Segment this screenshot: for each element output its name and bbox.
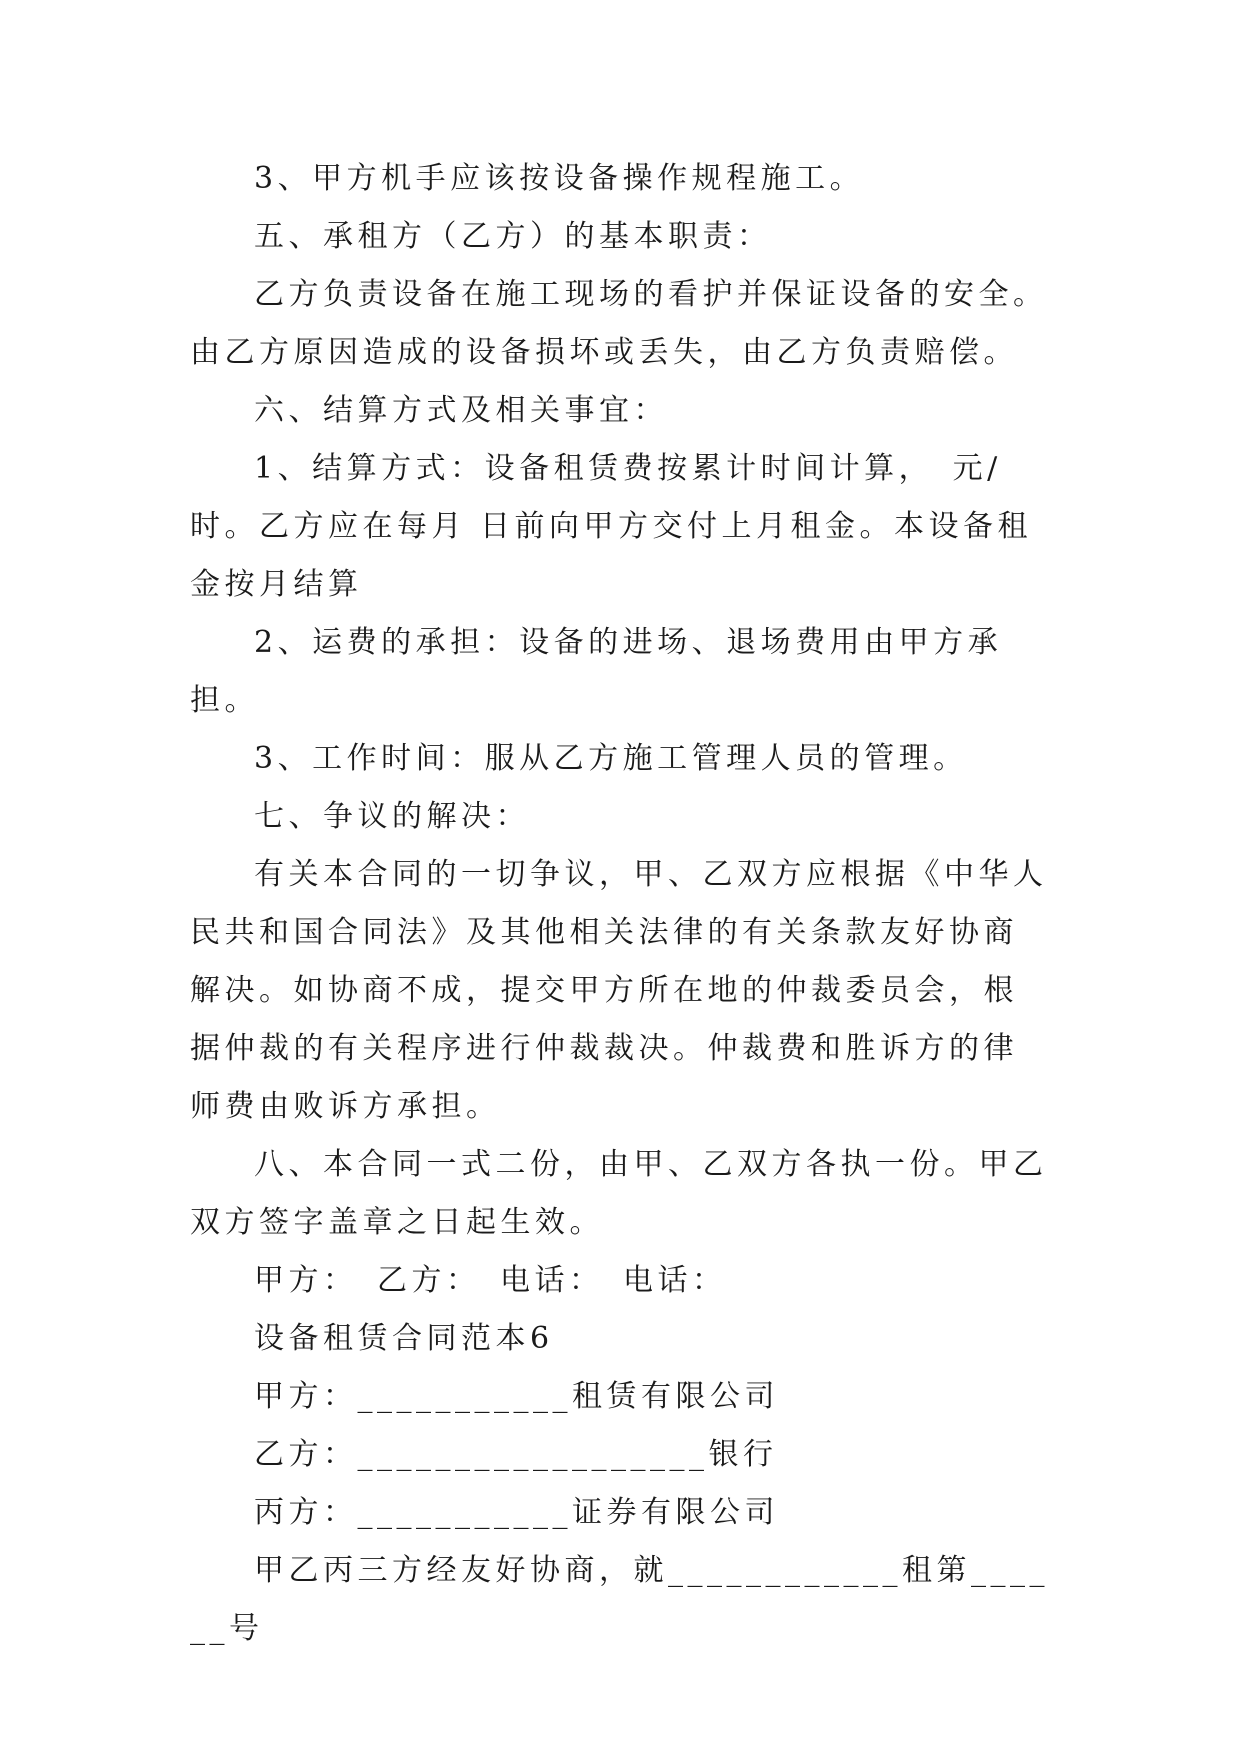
section-title: 设备租赁合同范本6 (254, 1321, 554, 1356)
paragraph-lessee-responsibility: 乙方负责设备在施工现场的看护并保证设备的安全。由乙方原因造成的设备损坏或丢失，由乙方负责赔偿。 (190, 277, 1048, 370)
paragraph-dispute-resolution: 有关本合同的一切争议，甲、乙双方应根据《中华人民共和国合同法》及其他相关法律的有关条款友好协商解决。如协商不成，提交甲方所在地的仲裁委员会，根据仲裁的有关程序进行仲裁裁决。仲裁费和胜诉方的律师费由败诉方承担。 (190, 857, 1048, 1124)
document-body (190, 150, 1050, 1658)
heading-dispute: 七、争议的解决： (254, 799, 530, 834)
paragraph-settlement-method: 1、结算方式：设备租赁费按累计时间计算， 元/时。乙方应在每月 日前向甲方交付上月租金。本设备租金按月结算 (190, 451, 1033, 602)
paragraph-work-time: 3、工作时间：服从乙方施工管理人员的管理。 (254, 741, 968, 776)
paragraph-agreement-intro: 甲乙丙三方经友好协商，就____________租第______号 (190, 1553, 1049, 1646)
paragraph-copies: 八、本合同一式二份，由甲、乙双方各执一份。甲乙双方签字盖章之日起生效。 (190, 1147, 1048, 1240)
party-a-line: 甲方：___________租赁有限公司 (254, 1379, 779, 1414)
heading-lessee-duties: 五、承租方（乙方）的基本职责： (254, 219, 772, 254)
signature-line: 甲方： 乙方： 电话： 电话： (254, 1263, 727, 1298)
heading-settlement: 六、结算方式及相关事宜： (254, 393, 668, 428)
paragraph-operator-rules: 3、甲方机手应该按设备操作规程施工。 (254, 161, 865, 196)
party-c-line: 丙方：___________证券有限公司 (254, 1495, 779, 1530)
paragraph-freight: 2、运费的承担：设备的进场、退场费用由甲方承担。 (190, 625, 1003, 718)
party-b-line: 乙方：__________________银行 (254, 1437, 778, 1472)
